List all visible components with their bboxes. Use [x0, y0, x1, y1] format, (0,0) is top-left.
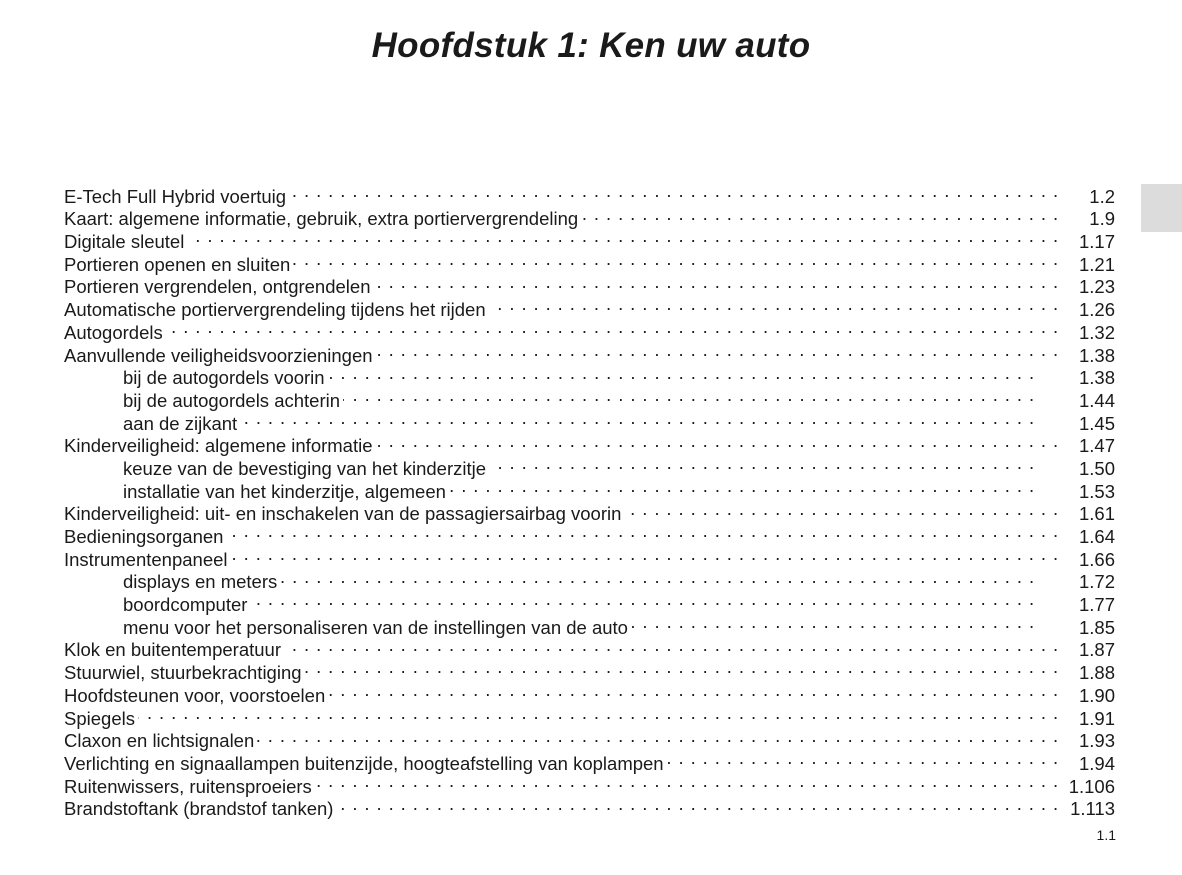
toc-dot-leader [624, 498, 1059, 521]
toc-dot-leader [280, 566, 1035, 589]
chapter-tab-marker [1141, 184, 1182, 232]
toc-entry-label: Kinderveiligheid: uit- en inschakelen van de passagiersairbag voorin [64, 503, 622, 525]
toc-entry-label: installatie van het kinderzitje, algemeen [123, 480, 446, 502]
toc-dot-leader [293, 248, 1059, 271]
toc-dot-leader [305, 656, 1059, 679]
toc-entry[interactable] [64, 725, 1115, 752]
toc-page-ref: 1.61 [1078, 503, 1115, 525]
toc-dot-leader [250, 588, 1035, 611]
toc-dot-leader [336, 793, 1059, 816]
toc-dot-leader [489, 293, 1059, 316]
toc-entry-label: Brandstoftank (brandstof tanken) [64, 798, 334, 820]
toc-page-ref: 1.87 [1078, 639, 1115, 661]
toc-dot-leader [315, 770, 1059, 793]
toc-entry-label: Klok en buitentemperatuur [64, 639, 281, 661]
toc-dot-leader [226, 520, 1059, 543]
toc-page-ref: 1.91 [1078, 707, 1115, 729]
toc-entry-label: keuze van de bevestiging van het kinderzitje [123, 457, 487, 479]
toc-entry[interactable] [64, 248, 1115, 275]
toc-entry-label: menu voor het personaliseren van de instellingen van de auto [123, 616, 628, 638]
toc-page-ref: 1.44 [1078, 389, 1115, 411]
toc-entry-label: Portieren vergrendelen, ontgrendelen [64, 276, 371, 298]
toc-page-ref: 1.38 [1078, 344, 1115, 366]
toc-entry-label: E-Tech Full Hybrid voertuig [64, 185, 287, 207]
toc-entry-label: Bedieningsorganen [64, 526, 224, 547]
toc-page-ref: 1.9 [1089, 208, 1115, 230]
toc-page-ref: 1.23 [1078, 276, 1115, 298]
toc-page-ref: 1.106 [1068, 775, 1115, 797]
toc-dot-leader [289, 180, 1059, 203]
toc-page-ref: 1.38 [1078, 367, 1115, 389]
toc-entry-label: Autogordels [64, 321, 163, 343]
toc-entry-label: Automatische portiervergrendeling tijdens het rijden [64, 299, 486, 321]
toc-page-ref: 1.32 [1078, 321, 1115, 343]
toc-dot-leader [489, 452, 1035, 475]
toc-dot-leader [166, 316, 1059, 339]
toc-entry-label: Hoofdsteunen voor, voorstoelen [64, 684, 326, 706]
toc-entry-label: Verlichting en signaallampen buitenzijde, hoogteafstelling van koplampen [64, 752, 664, 774]
toc-page-ref: 1.2 [1089, 185, 1115, 207]
toc-entry[interactable] [64, 180, 1115, 207]
toc-entry-label: bij de autogordels achterin [123, 389, 341, 411]
toc-page-ref: 1.66 [1078, 548, 1115, 570]
toc-entry-label: aan de zijkant [123, 412, 238, 434]
toc-page-ref: 1.77 [1078, 594, 1115, 616]
toc-dot-leader [376, 339, 1059, 362]
toc-dot-leader [257, 725, 1059, 748]
toc-entry-label: bij de autogordels voorin [123, 367, 325, 389]
page-number: 1.1 [1096, 827, 1116, 843]
toc-page-ref: 1.113 [1070, 798, 1115, 820]
toc-entry-label: Instrumentenpaneel [64, 548, 228, 570]
toc-entry[interactable] [64, 339, 1115, 366]
toc-page-ref: 1.50 [1078, 457, 1115, 479]
toc-page-ref: 1.88 [1078, 662, 1115, 684]
toc-entry-label: Ruitenwissers, ruitensproeiers [64, 775, 312, 797]
toc-page-ref: 1.21 [1078, 253, 1115, 275]
toc-page-ref: 1.64 [1078, 526, 1115, 547]
toc-entry-label: Digitale sleutel [64, 231, 185, 253]
toc-page-ref: 1.90 [1078, 684, 1115, 706]
toc-page-ref: 1.45 [1078, 412, 1115, 434]
toc-entry[interactable] [64, 225, 1115, 253]
toc-page-ref: 1.94 [1078, 752, 1115, 774]
toc-dot-leader [581, 203, 1059, 226]
toc-entry-label: Kaart: algemene informatie, gebruik, extra portiervergrendeling [64, 208, 579, 230]
toc-page-ref: 1.47 [1078, 435, 1115, 457]
toc-entry-label: Stuurwiel, stuurbekrachtiging [64, 662, 302, 684]
toc-dot-leader [328, 362, 1035, 385]
toc-entry-label: Portieren openen en sluiten [64, 253, 291, 275]
toc-page-ref: 1.93 [1078, 730, 1115, 752]
toc-dot-leader [631, 611, 1035, 634]
toc-dot-leader [343, 384, 1035, 407]
toc-entry-label: Aanvullende veiligheidsvoorzieningen [64, 344, 373, 366]
toc-page-ref: 1.85 [1078, 616, 1115, 638]
toc-dot-leader [449, 475, 1035, 498]
toc-page-ref: 1.17 [1078, 231, 1115, 253]
toc-dot-leader [138, 702, 1059, 725]
toc-dot-leader [284, 634, 1059, 657]
toc-page-ref: 1.53 [1078, 480, 1115, 502]
table-of-contents [64, 180, 1115, 820]
toc-dot-leader [231, 543, 1059, 566]
toc-dot-leader [376, 430, 1059, 453]
toc-dot-leader [240, 407, 1035, 430]
toc-entry-label: boordcomputer [123, 594, 248, 616]
toc-page-ref: 1.72 [1078, 571, 1115, 593]
toc-entry[interactable] [64, 316, 1115, 343]
toc-entry-label: Claxon en lichtsignalen [64, 730, 255, 752]
toc-dot-leader [374, 271, 1060, 294]
toc-dot-leader [187, 225, 1059, 248]
toc-entry-label: displays en meters [123, 571, 278, 593]
toc-page-ref: 1.26 [1078, 299, 1115, 321]
chapter-title: Hoofdstuk 1: Ken uw auto [371, 26, 811, 65]
toc-entry-label: Spiegels [64, 707, 135, 729]
toc-dot-leader [328, 679, 1059, 702]
toc-entry-label: Kinderveiligheid: algemene informatie [64, 435, 373, 457]
toc-dot-leader [667, 747, 1059, 770]
toc-entry[interactable] [64, 702, 1115, 729]
